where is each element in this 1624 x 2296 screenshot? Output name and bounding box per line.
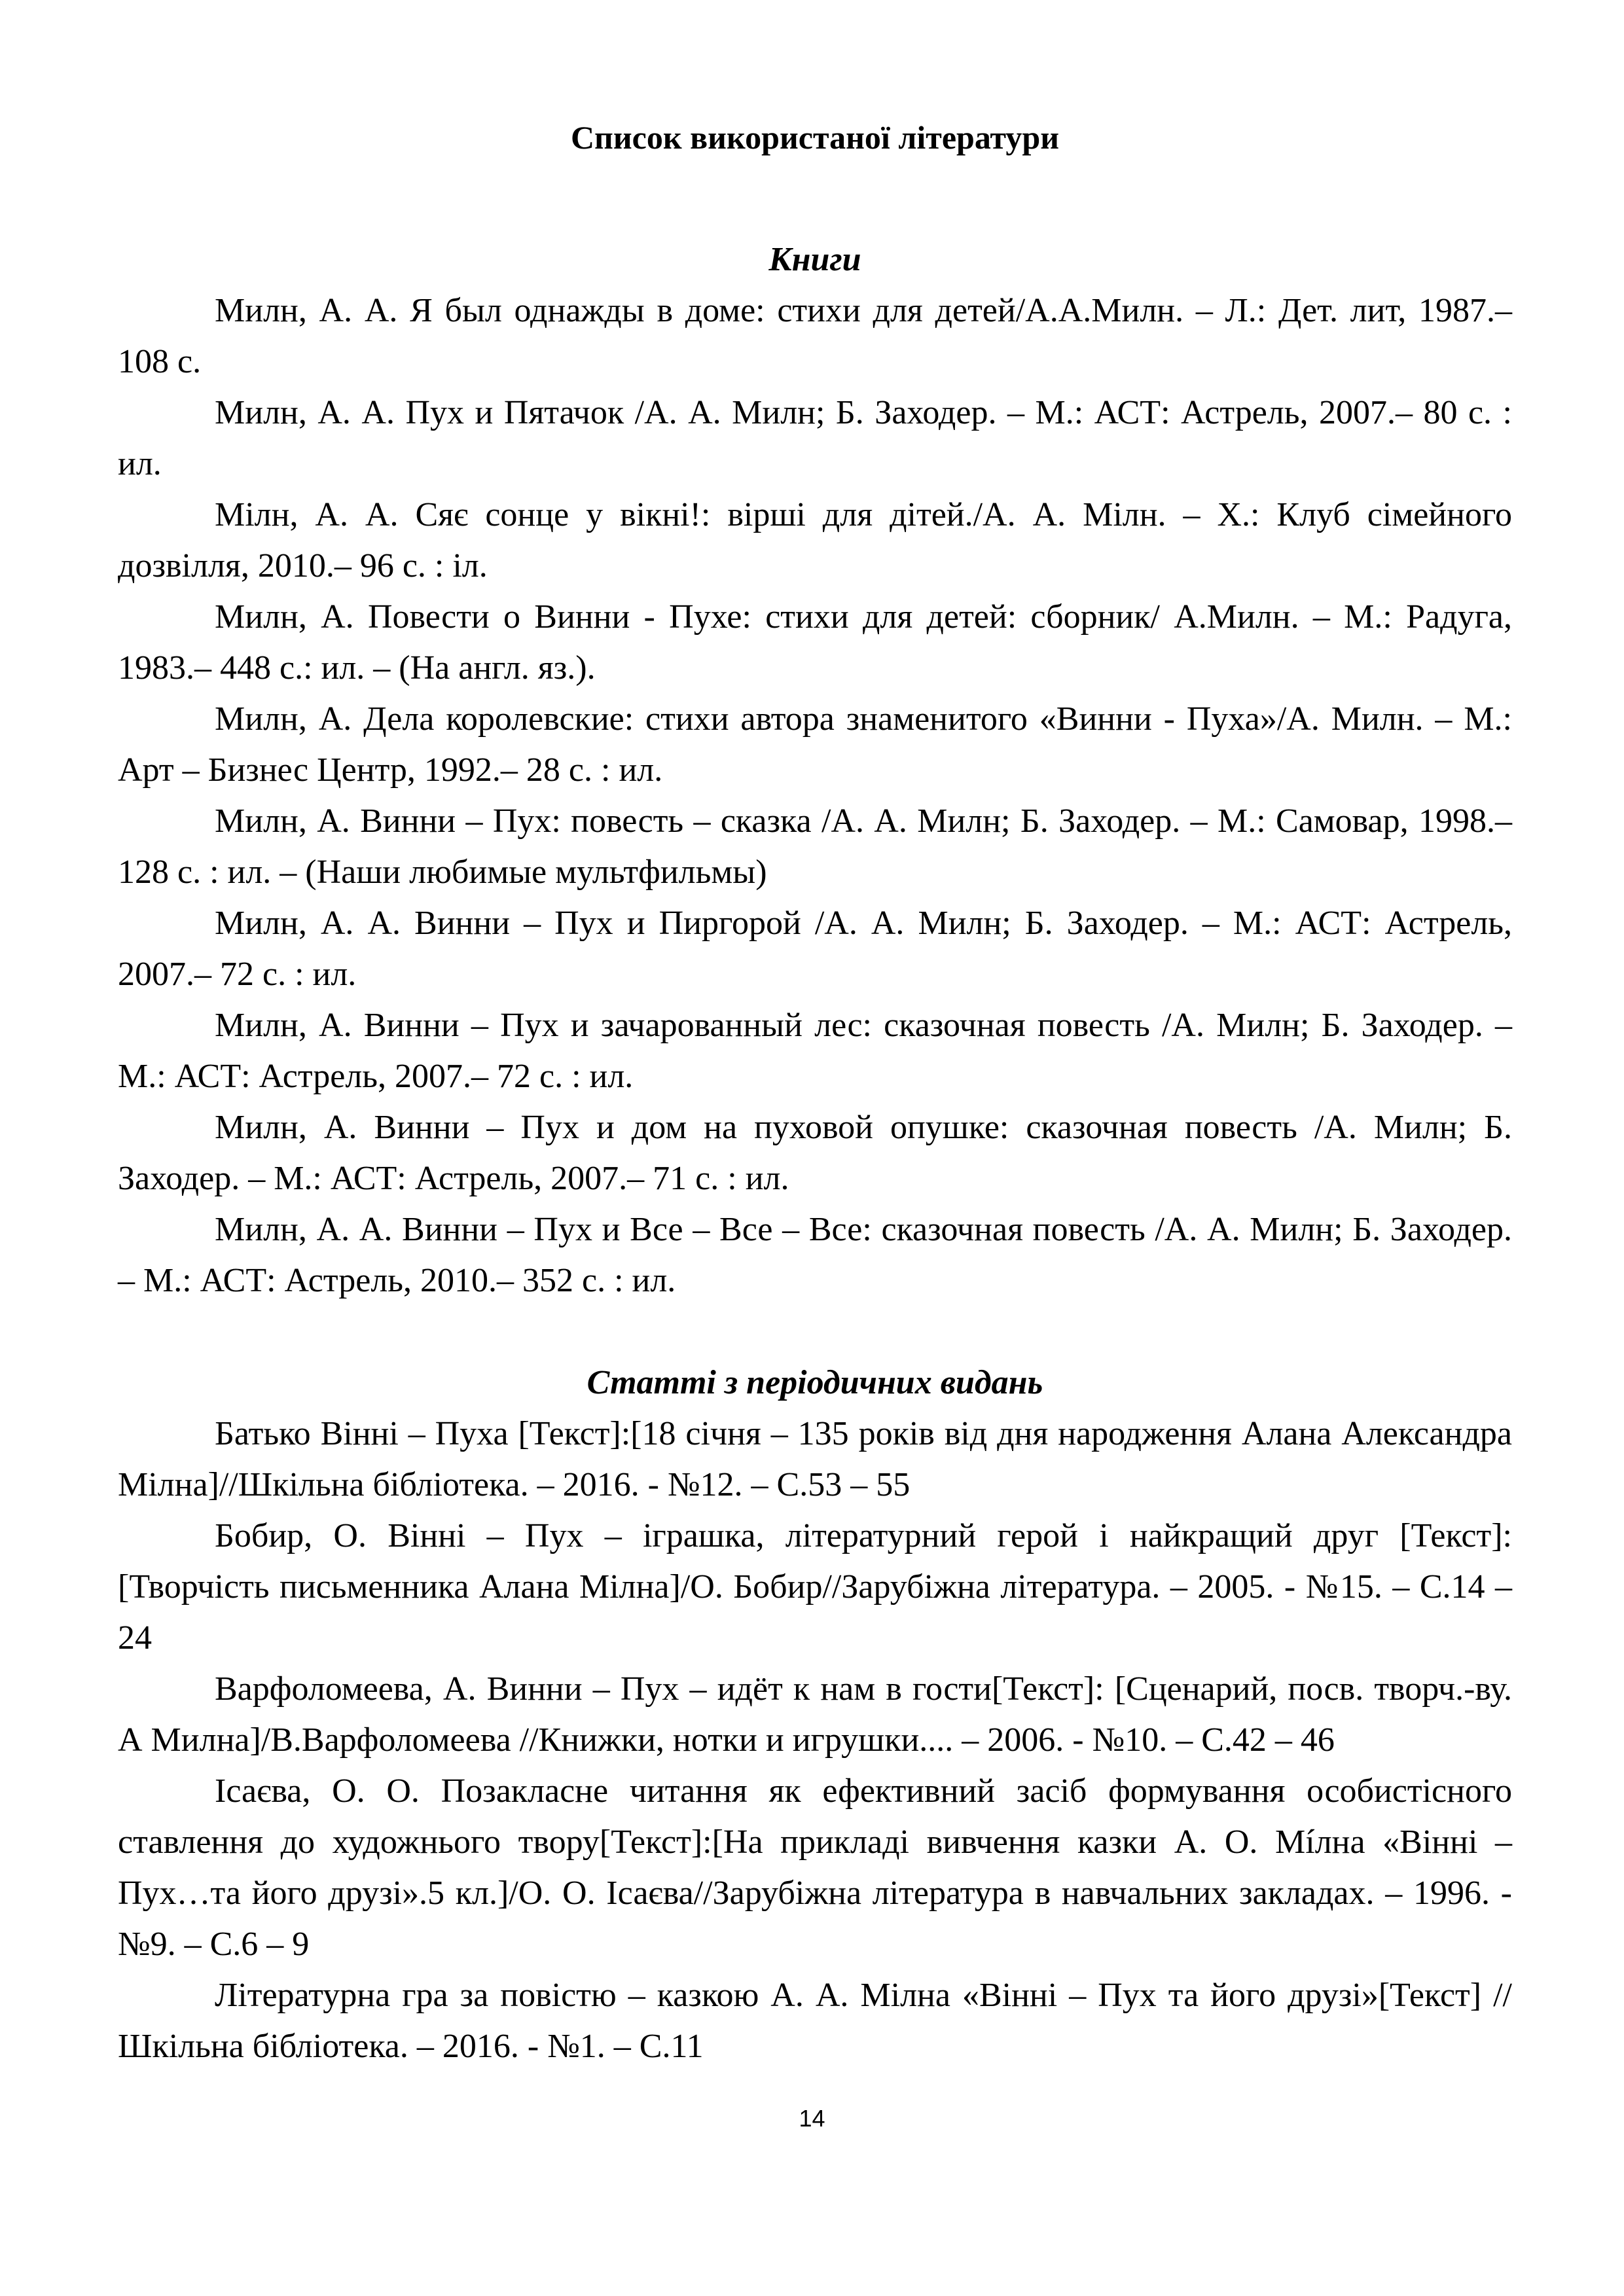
book-entry: Милн, А. Повести о Винни - Пухе: стихи для детей: сборник/ А.Милн. – М.: Радуга, 1983.– 448 с.: ил. – (На англ. яз.). xyxy=(118,598,1512,687)
book-entry: Милн, А. А. Я был однажды в доме: стихи для детей/А.А.Милн. – Л.: Дет. лит, 1987.– 108 с. xyxy=(118,292,1512,380)
book-entry: Милн, А. Винни – Пух и зачарованный лес: сказочная повесть /А. Милн; Б. Заходер. – М.: АСТ: Астрель, 2007.– 72 с. : ил. xyxy=(118,1007,1512,1095)
book-entry: Милн, А. Винни – Пух и дом на пуховой опушке: сказочная повесть /А. Милн; Б. Заходер. – М.: АСТ: Астрель, 2007.– 71 с. : ил. xyxy=(118,1109,1512,1197)
document-page xyxy=(118,105,1512,2072)
articles-list xyxy=(118,1408,1512,2072)
book-entry: Милн, А. А. Пух и Пятачок /А. А. Милн; Б. Заходер. – М.: АСТ: Астрель, 2007.– 80 с. : ил. xyxy=(118,394,1512,482)
page-number: 14 xyxy=(799,2105,825,2132)
books-list xyxy=(118,285,1512,1306)
page-title: Список використаної літератури xyxy=(570,119,1060,156)
article-entry: Літературна гра за повістю – казкою А. А. Мілна «Вінні – Пух та його друзі»[Текст] //Шкільна бібліотека. – 2016. - №1. – С.11 xyxy=(118,1977,1512,2065)
book-entry: Милн, А. А. Винни – Пух и Все – Все – Все: сказочная повесть /А. А. Милн; Б. Заходер. – М.: АСТ: Астрель, 2010.– 352 с. : ил. xyxy=(118,1211,1512,1299)
book-entry: Милн, А. Винни – Пух: повесть – сказка /А. А. Милн; Б. Заходер. – М.: Самовар, 1998.– 128 с. : ил. – (Наши любимые мультфильмы) xyxy=(118,802,1512,891)
books-section-heading: Книги xyxy=(768,241,861,278)
book-entry: Милн, А. А. Винни – Пух и Пиргорой /А. А. Милн; Б. Заходер. – М.: АСТ: Астрель, 2007.– 72 с. : ил. xyxy=(118,905,1512,993)
articles-section-heading: Статті з періодичних видань xyxy=(586,1364,1043,1401)
article-entry: Батько Вінні – Пуха [Текст]:[18 січня – 135 років від дня народження Алана Александра Мілна]//Шкільна бібліотека. – 2016. - №12. – С.53 – 55 xyxy=(118,1415,1512,1503)
book-entry: Милн, А. Дела королевские: стихи автора знаменитого «Винни - Пуха»/А. Милн. – М.: Арт – Бизнес Центр, 1992.– 28 с. : ил. xyxy=(118,700,1512,789)
book-entry: Мілн, А. А. Сяє сонце у вікні!: вірші для дітей./А. А. Мілн. – Х.: Клуб сімейного дозвілля, 2010.– 96 с. : іл. xyxy=(118,496,1512,584)
article-entry: Бобир, О. Вінні – Пух – іграшка, літературний герой і найкращий друг [Текст]:[Творчість письменника Алана Мілна]/О. Бобир//Зарубіжна література. – 2005. - №15. – С.14 – 24 xyxy=(118,1517,1512,1657)
article-entry: Ісаєва, О. О. Позакласне читання як ефективний засіб формування особистісного ставлення до художнього твору[Текст]:[На прикладі вивчення казки А. О. Мíлна «Вінні – Пух…та його друзі».5 кл.]/О. О. Ісаєва//Зарубіжна література в навчальних закладах. – 1996. - №9. – С.6 – 9 xyxy=(118,1772,1512,1963)
article-entry: Варфоломеева, А. Винни – Пух – идёт к нам в гости[Текст]: [Сценарий, посв. творч.-ву. А Милна]/В.Варфоломеева //Книжки, нотки и игрушки.... – 2006. - №10. – С.42 – 46 xyxy=(118,1670,1512,1759)
